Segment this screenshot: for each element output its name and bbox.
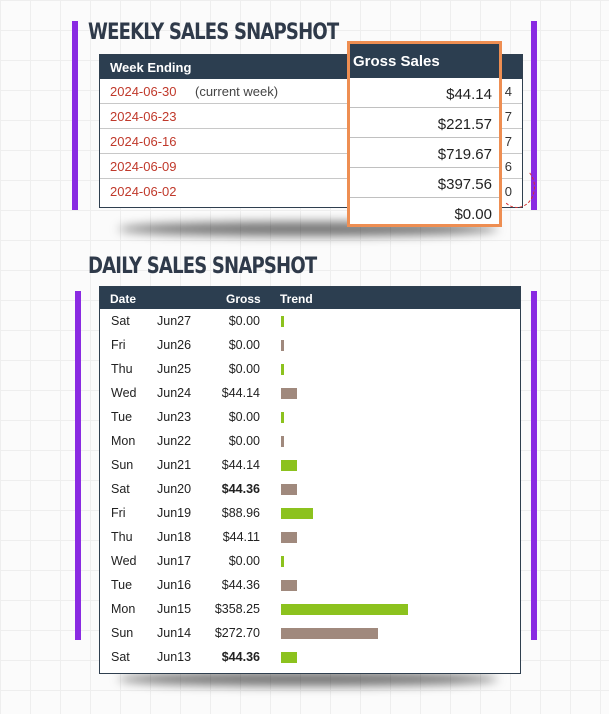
day-date: Jun18 xyxy=(157,530,192,544)
daily-row xyxy=(100,477,520,501)
day-of-week: Fri xyxy=(111,506,126,520)
day-date: Jun23 xyxy=(157,410,192,424)
day-date: Jun25 xyxy=(157,362,192,376)
day-gross: $44.36 xyxy=(221,482,260,496)
gross-sales-value: $44.14 xyxy=(350,78,499,108)
gross-sales-column-header: Gross Sales xyxy=(350,44,499,78)
trend-bar xyxy=(281,508,313,519)
day-gross: $44.14 xyxy=(221,386,260,400)
day-of-week: Sun xyxy=(111,458,134,472)
week-ending-link[interactable]: 2024-06-23 xyxy=(110,108,177,124)
daily-header-row xyxy=(100,287,520,309)
day-gross: $0.00 xyxy=(228,338,260,352)
daily-row xyxy=(100,429,520,453)
daily-row xyxy=(100,621,520,645)
date-column-header: Date xyxy=(110,292,137,306)
daily-row xyxy=(100,453,520,477)
day-of-week: Wed xyxy=(111,554,137,568)
week-ending-column-header: Week Ending xyxy=(110,60,192,75)
day-date: Jun22 xyxy=(157,434,192,448)
day-gross: $88.96 xyxy=(221,506,260,520)
week-ending-link[interactable]: 2024-06-02 xyxy=(110,184,177,199)
clipped-gross-tail: 0 xyxy=(504,184,512,199)
daily-panel-shadow xyxy=(118,672,498,686)
week-ending-link[interactable]: 2024-06-09 xyxy=(110,158,177,174)
day-of-week: Wed xyxy=(111,386,137,400)
day-date: Jun14 xyxy=(157,626,192,640)
trend-bar xyxy=(281,652,297,663)
day-date: Jun16 xyxy=(157,578,192,592)
gross-sales-value: $0.00 xyxy=(454,206,492,223)
dashed-annotation-arc xyxy=(499,166,535,208)
day-of-week: Tue xyxy=(111,578,133,592)
trend-bar xyxy=(281,412,284,423)
daily-row xyxy=(100,405,520,429)
daily-title: DAILY SALES SNAPSHOT xyxy=(88,254,317,279)
day-gross: $0.00 xyxy=(228,434,260,448)
daily-row xyxy=(100,381,520,405)
day-gross: $44.36 xyxy=(221,650,260,664)
right-accent-bar-daily xyxy=(531,291,537,640)
trend-bar xyxy=(281,532,297,543)
clipped-gross-tail: 7 xyxy=(504,108,512,124)
day-of-week: Mon xyxy=(111,602,136,616)
gross-sales-callout xyxy=(347,41,502,227)
day-date: Jun27 xyxy=(157,314,192,328)
left-accent-bar-daily xyxy=(75,291,81,640)
trend-bar xyxy=(281,364,284,375)
trend-bar xyxy=(281,484,297,495)
daily-row xyxy=(100,645,520,669)
day-of-week: Sun xyxy=(111,626,134,640)
trend-bar xyxy=(281,460,297,471)
current-week-note: (current week) xyxy=(195,83,279,99)
day-gross: $44.14 xyxy=(221,458,260,472)
trend-bar xyxy=(281,388,297,399)
day-date: Jun21 xyxy=(157,458,192,472)
day-of-week: Sat xyxy=(111,314,130,328)
day-date: Jun13 xyxy=(157,650,192,664)
day-of-week: Thu xyxy=(111,530,133,544)
daily-row xyxy=(100,357,520,381)
day-of-week: Thu xyxy=(111,362,133,376)
day-gross: $0.00 xyxy=(228,314,260,328)
trend-bar xyxy=(281,556,284,567)
day-of-week: Sat xyxy=(111,650,130,664)
day-of-week: Mon xyxy=(111,434,136,448)
day-gross: $44.36 xyxy=(221,578,260,592)
day-date: Jun20 xyxy=(157,482,192,496)
week-ending-link[interactable]: 2024-06-30 xyxy=(110,83,177,99)
day-gross: $44.11 xyxy=(222,530,260,544)
trend-column-header: Trend xyxy=(280,292,313,306)
week-ending-link[interactable]: 2024-06-16 xyxy=(110,133,177,149)
day-gross: $0.00 xyxy=(228,362,260,376)
day-date: Jun15 xyxy=(157,602,192,616)
trend-bar xyxy=(281,604,408,615)
trend-bar xyxy=(281,436,284,447)
daily-row xyxy=(100,597,520,621)
day-of-week: Sat xyxy=(111,482,130,496)
trend-bar xyxy=(281,628,378,639)
day-date: Jun26 xyxy=(157,338,192,352)
day-gross: $0.00 xyxy=(228,410,260,424)
gross-column-header: Gross xyxy=(226,292,261,306)
gross-sales-value: $719.67 xyxy=(350,138,499,168)
day-gross: $358.25 xyxy=(214,602,260,616)
weekly-title: WEEKLY SALES SNAPSHOT xyxy=(88,20,339,45)
daily-row xyxy=(100,501,520,525)
gross-sales-value: $397.56 xyxy=(350,168,499,198)
trend-bar xyxy=(281,316,284,327)
day-date: Jun19 xyxy=(157,506,192,520)
day-date: Jun17 xyxy=(157,554,192,568)
day-date: Jun24 xyxy=(157,386,192,400)
daily-sales-table xyxy=(99,286,521,674)
daily-row xyxy=(100,525,520,549)
daily-row xyxy=(100,573,520,597)
daily-row xyxy=(100,549,520,573)
day-gross: $0.00 xyxy=(228,554,260,568)
daily-row xyxy=(100,309,520,333)
day-of-week: Fri xyxy=(111,338,126,352)
day-gross: $272.70 xyxy=(214,626,260,640)
left-accent-bar-weekly xyxy=(72,21,78,210)
clipped-gross-tail: 4 xyxy=(504,83,512,99)
gross-sales-value: $221.57 xyxy=(350,108,499,138)
clipped-gross-tail: 6 xyxy=(504,158,512,174)
trend-bar xyxy=(281,340,284,351)
clipped-gross-tail: 7 xyxy=(504,133,512,149)
trend-bar xyxy=(281,580,297,591)
day-of-week: Tue xyxy=(111,410,133,424)
daily-row xyxy=(100,333,520,357)
